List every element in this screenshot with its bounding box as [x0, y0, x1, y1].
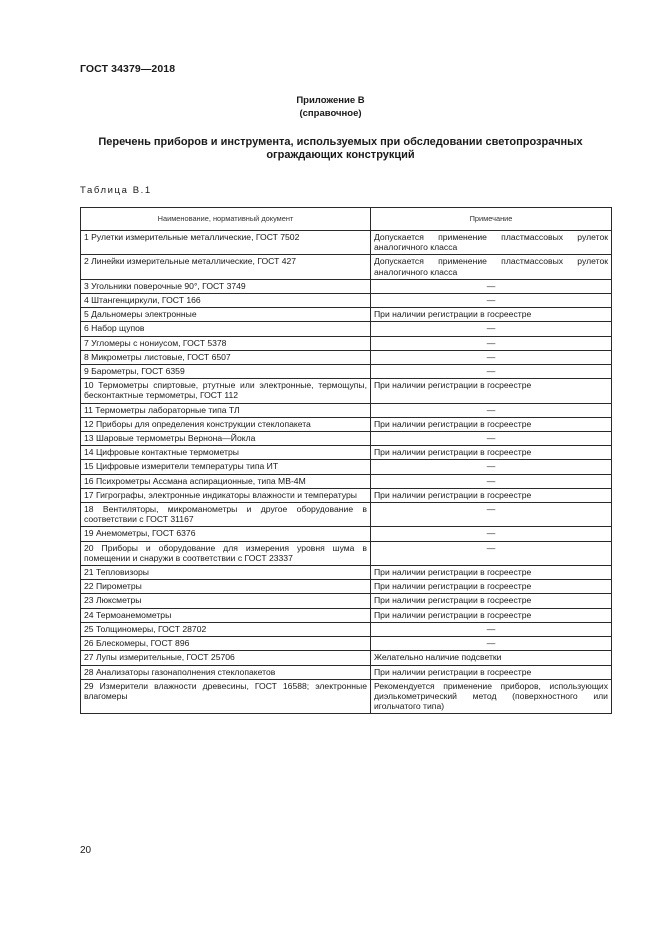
instrument-note-cell: При наличии регистрации в госреестре [371, 580, 612, 594]
instrument-note-cell: — [371, 622, 612, 636]
instrument-note-cell: — [371, 279, 612, 293]
table-row [81, 460, 612, 474]
instrument-name-cell: 7 Угломеры с нониусом, ГОСТ 5378 [81, 336, 371, 350]
instrument-note-cell: — [371, 336, 612, 350]
instrument-name-cell: 8 Микрометры листовые, ГОСТ 6507 [81, 350, 371, 364]
instrument-note-cell: При наличии регистрации в госреестре [371, 379, 612, 403]
table-caption: Таблица В.1 [80, 185, 152, 196]
instrument-name-cell: 1 Рулетки измерительные металлические, ГОСТ 7502 [81, 231, 371, 255]
instrument-name-cell: 15 Цифровые измерители температуры типа ИТ [81, 460, 371, 474]
instrument-name-cell: 18 Вентиляторы, микроманометры и другое оборудование в соответствии с ГОСТ 31167 [81, 503, 371, 527]
instrument-name-cell: 23 Люксметры [81, 594, 371, 608]
instrument-note-cell: Допускается применение пластмассовых рулеток аналогичного класса [371, 231, 612, 255]
header-note-column: Примечание [371, 208, 612, 231]
instrument-name-cell: 29 Измерители влажности древесины, ГОСТ 16588; электронные влагомеры [81, 679, 371, 714]
table-row [81, 308, 612, 322]
table-header-row [81, 208, 612, 231]
table-row [81, 679, 612, 714]
instrument-note-cell: — [371, 294, 612, 308]
table-row [81, 365, 612, 379]
instrument-note-cell: — [371, 365, 612, 379]
instrument-note-cell: — [371, 541, 612, 565]
instrument-name-cell: 2 Линейки измерительные металлические, ГОСТ 427 [81, 255, 371, 279]
instrument-name-cell: 25 Толщиномеры, ГОСТ 28702 [81, 622, 371, 636]
table-row [81, 527, 612, 541]
table-row [81, 651, 612, 665]
table-row [81, 403, 612, 417]
table-row [81, 580, 612, 594]
table-row [81, 488, 612, 502]
instrument-note-cell: — [371, 350, 612, 364]
table-row [81, 608, 612, 622]
instrument-note-cell: — [371, 527, 612, 541]
instrument-name-cell: 19 Анемометры, ГОСТ 6376 [81, 527, 371, 541]
instrument-name-cell: 4 Штангенциркули, ГОСТ 166 [81, 294, 371, 308]
instrument-note-cell: — [371, 322, 612, 336]
table-row [81, 231, 612, 255]
page-number: 20 [80, 845, 92, 856]
instrument-note-cell: При наличии регистрации в госреестре [371, 608, 612, 622]
instrument-note-cell: — [371, 503, 612, 527]
instrument-note-cell: — [371, 403, 612, 417]
header-name-column: Наименование, нормативный документ [81, 208, 371, 231]
table-row [81, 541, 612, 565]
instrument-note-cell: При наличии регистрации в госреестре [371, 488, 612, 502]
instrument-note-cell: При наличии регистрации в госреестре [371, 594, 612, 608]
table-row [81, 336, 612, 350]
instrument-name-cell: 26 Блескомеры, ГОСТ 896 [81, 637, 371, 651]
instrument-note-cell: — [371, 637, 612, 651]
appendix-kind: (справочное) [299, 108, 362, 119]
table-row [81, 279, 612, 293]
instrument-note-cell: При наличии регистрации в госреестре [371, 417, 612, 431]
instruments-table [80, 207, 612, 714]
instrument-name-cell: 5 Дальномеры электронные [81, 308, 371, 322]
instrument-name-cell: 22 Пирометры [81, 580, 371, 594]
table-row [81, 474, 612, 488]
instrument-note-cell: При наличии регистрации в госреестре [371, 665, 612, 679]
instrument-note-cell: При наличии регистрации в госреестре [371, 566, 612, 580]
table-row [81, 322, 612, 336]
instrument-note-cell: При наличии регистрации в госреестре [371, 446, 612, 460]
appendix-label: Приложение В [296, 95, 365, 106]
instrument-note-cell: Желательно наличие подсветки [371, 651, 612, 665]
table-row [81, 566, 612, 580]
table-row [81, 594, 612, 608]
table-row [81, 622, 612, 636]
table-row [81, 417, 612, 431]
instrument-note-cell: — [371, 432, 612, 446]
instrument-name-cell: 21 Тепловизоры [81, 566, 371, 580]
table-row [81, 637, 612, 651]
instrument-note-cell: Рекомендуется применение приборов, использующих диэлькометрический метод (поверхностного или игольчатого типа) [371, 679, 612, 714]
instrument-name-cell: 28 Анализаторы газонаполнения стеклопакетов [81, 665, 371, 679]
instrument-name-cell: 17 Гигрографы, электронные индикаторы влажности и температуры [81, 488, 371, 502]
instrument-name-cell: 14 Цифровые контактные термометры [81, 446, 371, 460]
instrument-name-cell: 27 Лупы измерительные, ГОСТ 25706 [81, 651, 371, 665]
instrument-name-cell: 20 Приборы и оборудование для измерения уровня шума в помещении и снаружи в соответствии с ГОСТ 23337 [81, 541, 371, 565]
table-row [81, 255, 612, 279]
table-row [81, 665, 612, 679]
table-row [81, 503, 612, 527]
instrument-name-cell: 16 Психрометры Ассмана аспирационные, типа МВ-4М [81, 474, 371, 488]
document-title: Перечень приборов и инструмента, используемых при обследовании светопрозрачных ограждающих конструкций [98, 136, 583, 161]
table-row [81, 432, 612, 446]
instrument-name-cell: 12 Приборы для определения конструкции стеклопакета [81, 417, 371, 431]
instrument-note-cell: — [371, 474, 612, 488]
instrument-note-cell: — [371, 460, 612, 474]
instrument-name-cell: 11 Термометры лабораторные типа ТЛ [81, 403, 371, 417]
table-row [81, 294, 612, 308]
instrument-name-cell: 13 Шаровые термометры Вернона—Йокла [81, 432, 371, 446]
table-row [81, 379, 612, 403]
instrument-name-cell: 3 Угольники поверочные 90°, ГОСТ 3749 [81, 279, 371, 293]
instrument-name-cell: 6 Набор щупов [81, 322, 371, 336]
table-row [81, 350, 612, 364]
instrument-name-cell: 9 Барометры, ГОСТ 6359 [81, 365, 371, 379]
table-body [81, 231, 612, 714]
instrument-note-cell: При наличии регистрации в госреестре [371, 308, 612, 322]
document-code: ГОСТ 34379—2018 [80, 63, 176, 75]
instrument-name-cell: 10 Термометры спиртовые, ртутные или электронные, термощупы, бесконтактные термометры, ГОСТ 112 [81, 379, 371, 403]
instrument-name-cell: 24 Термоанемометры [81, 608, 371, 622]
table-row [81, 446, 612, 460]
instrument-note-cell: Допускается применение пластмассовых рулеток аналогичного класса [371, 255, 612, 279]
